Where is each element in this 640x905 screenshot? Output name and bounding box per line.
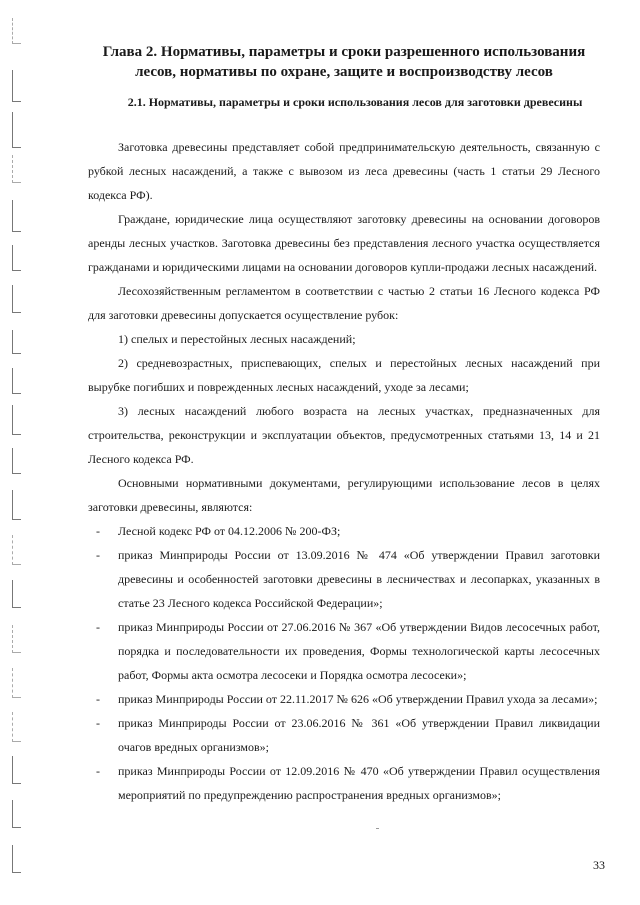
regulations-list [88, 519, 600, 807]
section-title: 2.1. Нормативы, параметры и сроки использования лесов для заготовки древесины [127, 95, 583, 109]
list-dash: - [96, 548, 100, 562]
list-item-text: приказ Минприроды России от 23.06.2016 № 361 «Об утверждении Правил ликвидации очагов вредных организмов»; [118, 716, 600, 754]
list-item-text: приказ Минприроды России от 22.11.2017 № 626 «Об утверждении Правил ухода за лесами»; [118, 692, 598, 706]
list-dash: - [96, 692, 100, 706]
scan-speck [376, 828, 379, 829]
list-dash: - [96, 764, 100, 778]
list-item-text: приказ Минприроды России от 27.06.2016 № 367 «Об утверждении Видов лесосечных работ, порядка и последовательности их проведения, Формы технологической карты лесосечных работ, Формы акта осмотра лесосеки и Порядка осмотра лесосеки»; [118, 620, 600, 682]
list-item [88, 687, 600, 711]
list-item [88, 519, 600, 543]
chapter-title: Глава 2. Нормативы, параметры и сроки разрешенного использования лесов, нормативы по охране, защите и воспроизводству лесов [102, 44, 586, 80]
paragraph: Граждане, юридические лица осуществляют заготовку древесины на основании договоров аренды лесных участков. Заготовка древесины без представления лесного участка осуществляется гражданами и юридическими лицами на основании договоров купли-продажи лесных насаждений. [88, 212, 600, 274]
paragraph: Лесохозяйственным регламентом в соответствии с частью 2 статьи 16 Лесного кодекса РФ для заготовки древесины допускается осуществление рубок: [88, 284, 600, 322]
page-number: 33 [593, 858, 605, 872]
list-item-text: Лесной кодекс РФ от 04.12.2006 № 200-ФЗ; [118, 524, 341, 538]
paragraph: Основными нормативными документами, регулирующими использование лесов в целях заготовки древесины, являются: [88, 476, 600, 514]
numbered-paragraph: 3) лесных насаждений любого возраста на лесных участках, предназначенных для строительства, реконструкции и эксплуатации объектов, предусмотренных статьями 13, 14 и 21 Лесного кодекса РФ. [88, 404, 600, 466]
document-body [88, 135, 600, 807]
paragraph: Заготовка древесины представляет собой предпринимательскую деятельность, связанную с рубкой лесных насаждений, а также с вывозом из леса древесины (часть 1 статьи 29 Лесного кодекса РФ). [88, 140, 600, 202]
list-item [88, 711, 600, 759]
list-item [88, 543, 600, 615]
list-dash: - [96, 716, 100, 730]
numbered-paragraph: 2) средневозрастных, приспевающих, спелых и перестойных лесных насаждений при вырубке погибших и поврежденных лесных насаждений, уходе за лесами; [88, 356, 600, 394]
list-dash: - [96, 620, 100, 634]
list-dash: - [96, 524, 100, 538]
list-item-text: приказ Минприроды России от 12.09.2016 № 470 «Об утверждении Правил осуществления мероприятий по предупреждению распространения вредных организмов»; [118, 764, 600, 802]
list-item [88, 759, 600, 807]
list-item-text: приказ Минприроды России от 13.09.2016 № 474 «Об утверждении Правил заготовки древесины и особенностей заготовки древесины в лесничествах и лесопарках, указанных в статье 23 Лесного кодекса Российской Федерации»; [118, 548, 600, 610]
numbered-paragraph: 1) спелых и перестойных лесных насаждений; [118, 332, 356, 346]
list-item [88, 615, 600, 687]
